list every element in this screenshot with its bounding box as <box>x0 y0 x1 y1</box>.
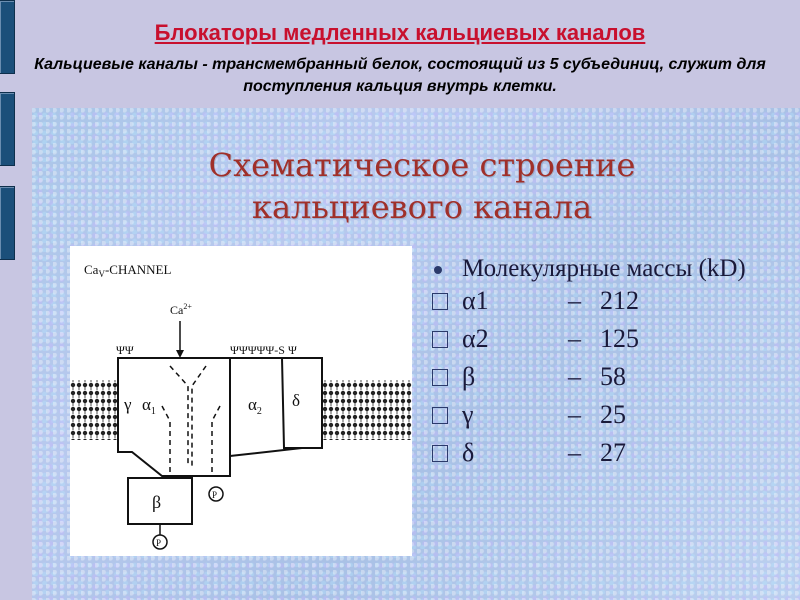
slide-title: Схематическое строение кальциевого канала <box>208 146 636 226</box>
side-tabs <box>0 0 16 270</box>
page-subtitle: Кальциевые каналы - трансмембранный белок, состоящий из 5 субъединиц, служит для поступления кальция внутрь клетки. <box>34 56 766 95</box>
alpha2-label: $\alpha_2$ <box>248 395 262 417</box>
bullet-dot-icon <box>434 266 442 274</box>
channel-diagram <box>70 246 412 556</box>
mass-subunit: δ <box>462 438 475 467</box>
header <box>30 20 770 98</box>
mass-dash: – <box>568 324 581 353</box>
side-tab[interactable] <box>0 186 15 260</box>
delta-label: δ <box>292 391 301 410</box>
phosphate-label: P <box>156 538 162 548</box>
beta-label: β <box>152 492 162 512</box>
channel-diagram-svg <box>70 246 412 556</box>
checkbox-bullet-icon <box>432 407 448 424</box>
delta-subunit <box>282 358 322 448</box>
list-item <box>428 398 788 436</box>
mass-subunit: γ <box>462 400 474 429</box>
glyco-right: ΨΨΨΨΨ-S Ψ <box>230 343 297 357</box>
checkbox-bullet-icon <box>432 331 448 348</box>
masses-header: Молекулярные массы (kD) <box>428 254 788 284</box>
slide <box>32 108 800 600</box>
mass-dash: – <box>568 438 581 467</box>
diagram-label: $Ca_V$-CHANNEL <box>84 262 172 279</box>
alpha1-subunit <box>118 358 230 476</box>
ion-label: $Ca^{2+}$ <box>170 302 192 317</box>
side-tab[interactable] <box>0 0 15 74</box>
list-item <box>428 360 788 398</box>
mass-value: 125 <box>600 324 639 353</box>
mass-value: 27 <box>600 438 626 467</box>
side-tab[interactable] <box>0 92 15 166</box>
mass-dash: – <box>568 362 581 391</box>
mass-subunit: α1 <box>462 286 489 315</box>
alpha1-label: $\alpha_1$ <box>142 395 156 417</box>
mass-subunit: α2 <box>462 324 489 353</box>
ion-arrow-head <box>176 350 184 358</box>
mass-value: 212 <box>600 286 639 315</box>
mass-value: 25 <box>600 400 626 429</box>
phosphate-label: P <box>212 490 218 500</box>
glyco-left: ΨΨ <box>116 343 134 357</box>
checkbox-bullet-icon <box>432 293 448 310</box>
gamma-label: γ <box>124 395 132 414</box>
checkbox-bullet-icon <box>432 369 448 386</box>
mass-dash: – <box>568 400 581 429</box>
checkbox-bullet-icon <box>432 445 448 462</box>
molecular-masses <box>428 254 788 474</box>
page-title: Блокаторы медленных кальциевых каналов <box>154 20 646 45</box>
list-item <box>428 436 788 474</box>
list-item <box>428 284 788 322</box>
list-item <box>428 322 788 360</box>
mass-subunit: β <box>462 362 476 391</box>
mass-value: 58 <box>600 362 626 391</box>
mass-dash: – <box>568 286 581 315</box>
